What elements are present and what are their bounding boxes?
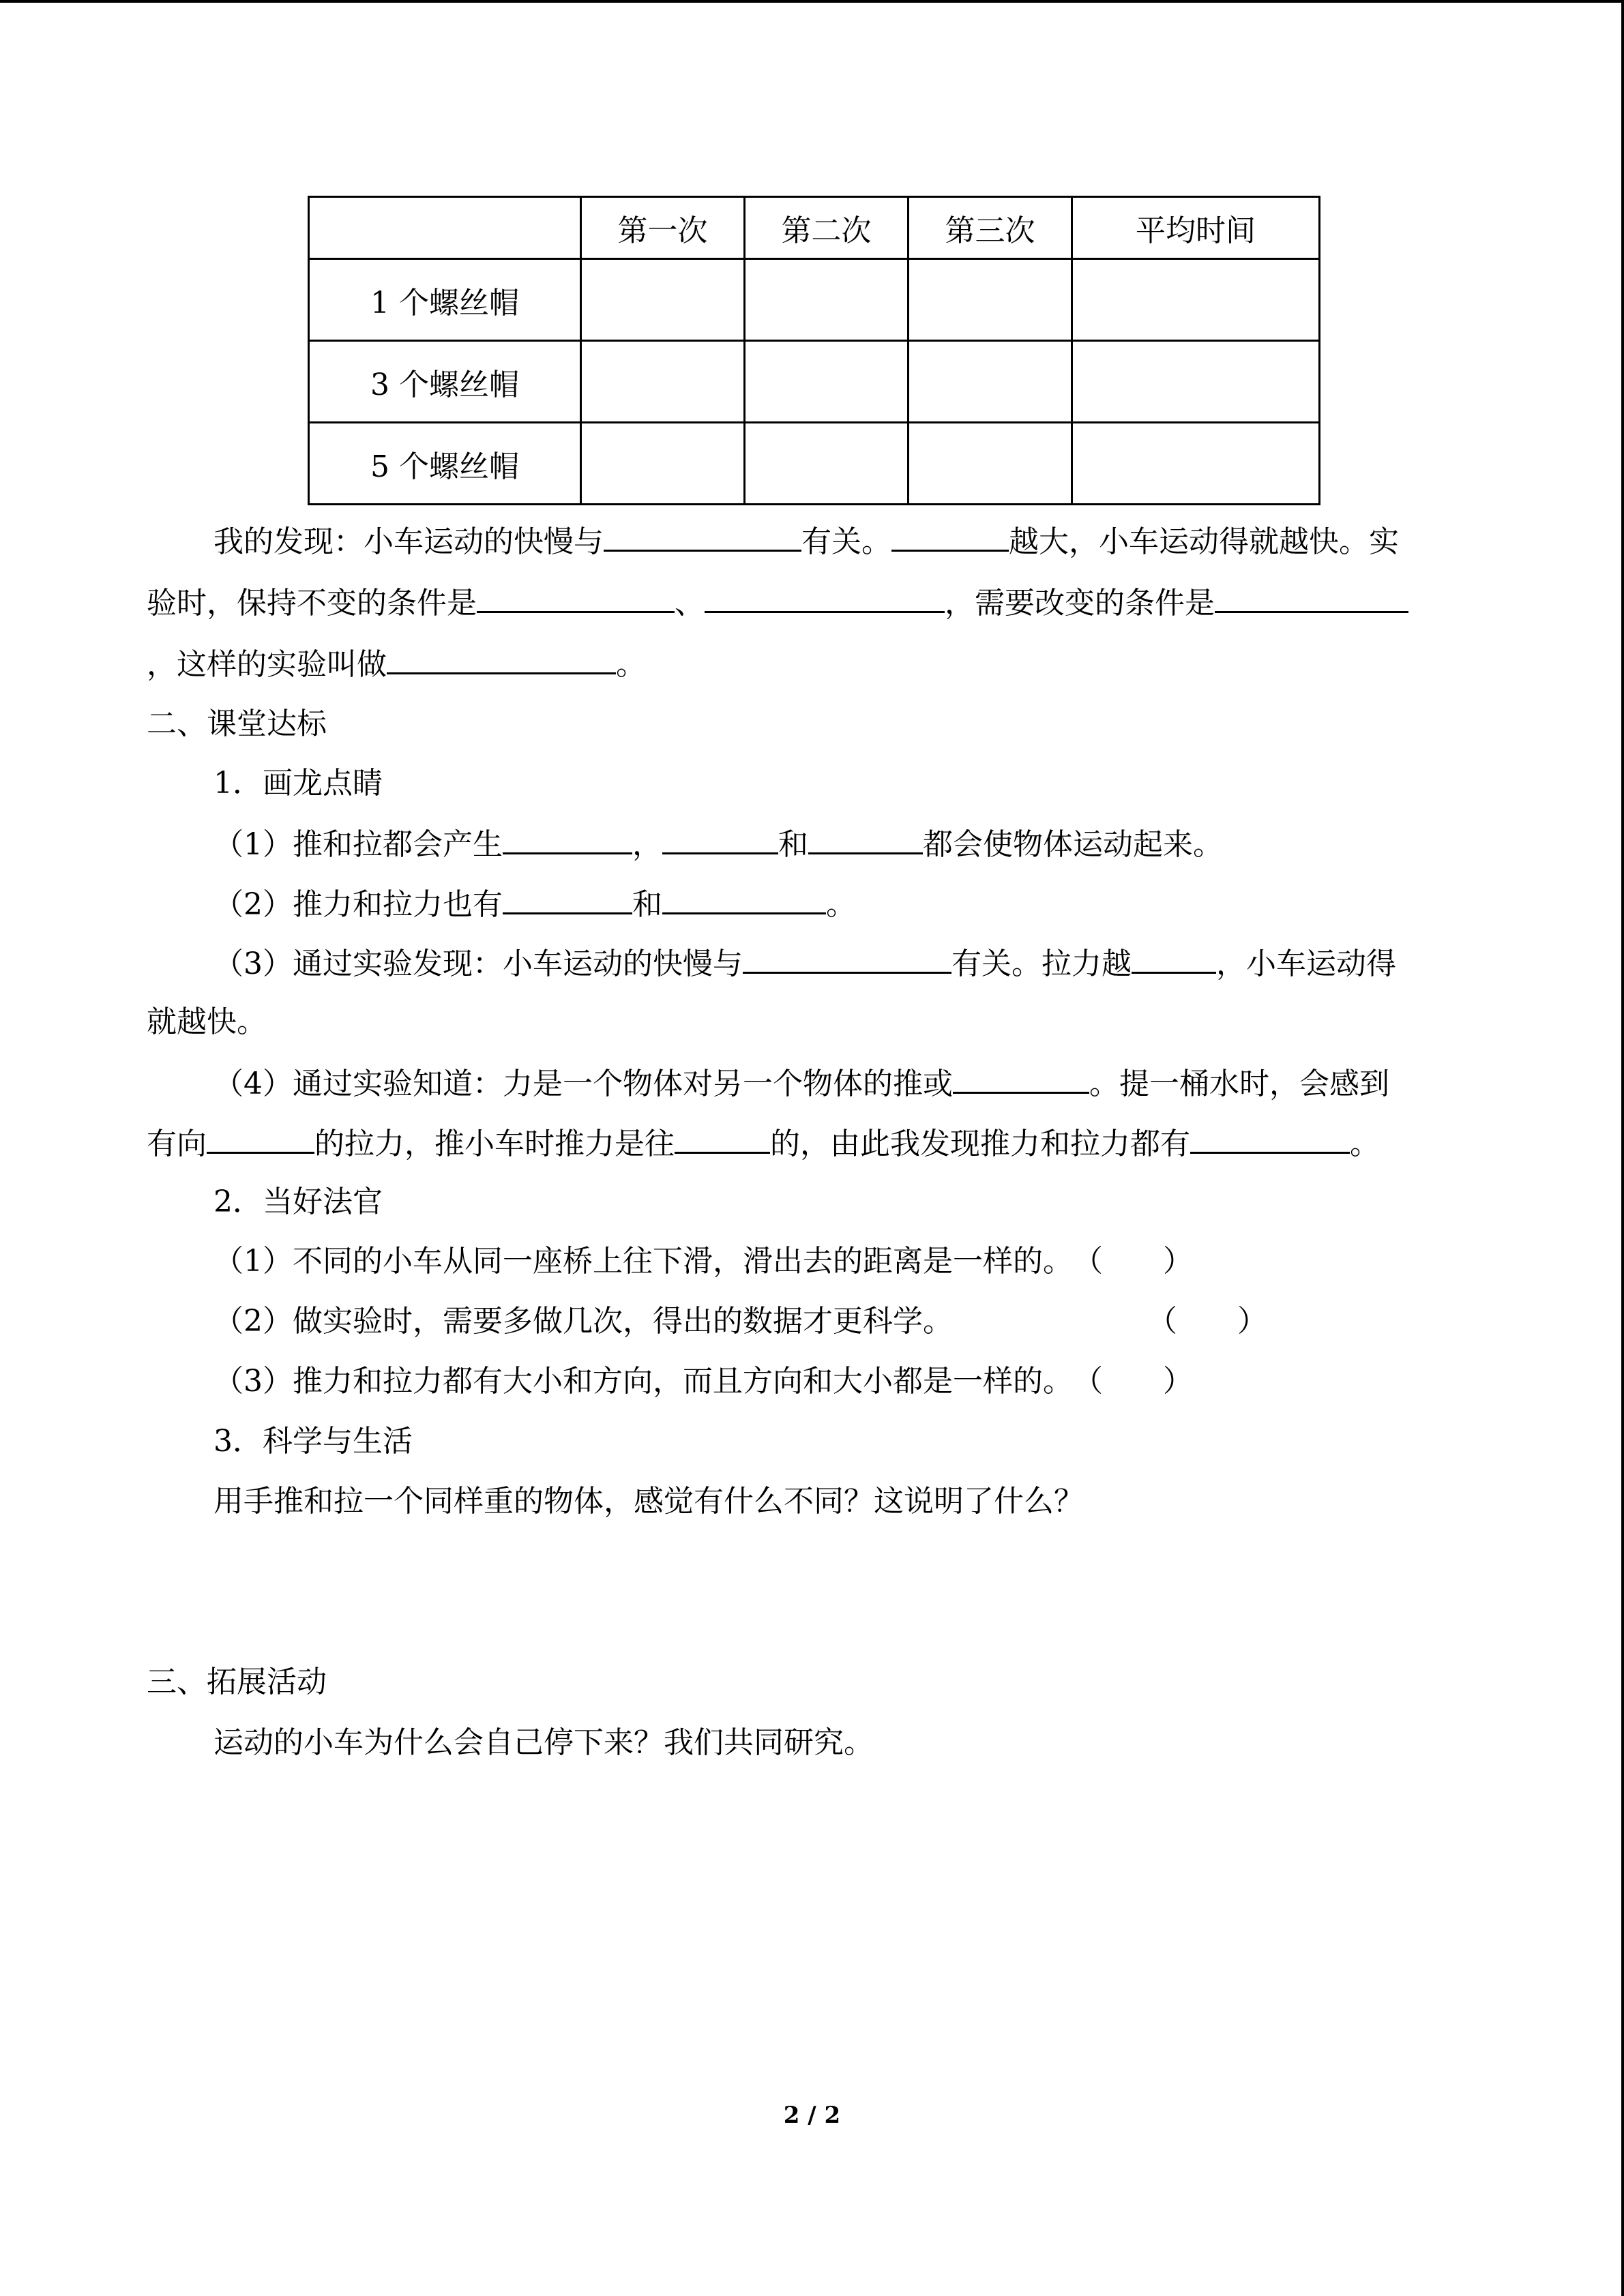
answer-blank[interactable] bbox=[1215, 581, 1408, 613]
question-text: ， bbox=[632, 827, 662, 862]
answer-blank[interactable] bbox=[503, 882, 632, 914]
question-text: ，小车运动得 bbox=[1216, 946, 1396, 981]
table-cell[interactable] bbox=[581, 259, 745, 341]
answer-blank[interactable] bbox=[662, 882, 826, 914]
table-header-cell: 第二次 bbox=[745, 197, 909, 259]
discovery-text: 、 bbox=[675, 586, 705, 621]
question-text: （2）推力和拉力也有 bbox=[213, 887, 503, 922]
table-header-cell: 第一次 bbox=[581, 197, 745, 259]
question-3-cont: 就越快。 bbox=[147, 1004, 267, 1039]
answer-blank[interactable] bbox=[953, 1062, 1089, 1094]
discovery-line-2 bbox=[147, 581, 1408, 624]
answer-blank[interactable] bbox=[207, 1122, 314, 1154]
table-cell[interactable] bbox=[909, 259, 1072, 341]
question-text: 。提一桶水时，会感到 bbox=[1089, 1067, 1389, 1101]
page-number: 2 / 2 bbox=[783, 2102, 841, 2129]
extension-text: 运动的小车为什么会自己停下来？我们共同研究。 bbox=[213, 1725, 874, 1760]
answer-blank[interactable] bbox=[387, 642, 616, 674]
question-4 bbox=[213, 1062, 1389, 1105]
question-text: 和 bbox=[778, 827, 808, 862]
discovery-line-3 bbox=[147, 642, 646, 685]
row-label: 1 个螺丝帽 bbox=[309, 259, 581, 341]
answer-parentheses[interactable]: （ ） bbox=[1073, 1364, 1193, 1399]
answer-blank[interactable] bbox=[503, 822, 632, 854]
answer-blank[interactable] bbox=[808, 822, 923, 854]
page-top-border bbox=[0, 0, 1624, 3]
question-4-cont bbox=[147, 1122, 1380, 1165]
table-cell[interactable] bbox=[581, 423, 745, 505]
discovery-line-1 bbox=[213, 520, 1399, 563]
table-cell[interactable] bbox=[1072, 423, 1320, 505]
judge-2 bbox=[213, 1301, 953, 1342]
subsection-title: 1．画龙点睛 bbox=[213, 766, 383, 801]
table-cell[interactable] bbox=[745, 423, 909, 505]
answer-blank[interactable] bbox=[604, 520, 801, 552]
subsection-title: 3．科学与生活 bbox=[213, 1424, 413, 1459]
life-question: 用手推和拉一个同样重的物体，感觉有什么不同？这说明了什么？ bbox=[213, 1484, 1084, 1519]
row-label: 3 个螺丝帽 bbox=[309, 341, 581, 423]
discovery-text: 我的发现：小车运动的快慢与 bbox=[213, 524, 604, 559]
answer-blank[interactable] bbox=[675, 1122, 770, 1154]
table-header-cell bbox=[309, 197, 581, 259]
discovery-text: 验时，保持不变的条件是 bbox=[147, 586, 477, 621]
judge-text: （3）推力和拉力都有大小和方向，而且方向和大小都是一样的。 bbox=[213, 1364, 1073, 1399]
row-label: 5 个螺丝帽 bbox=[309, 423, 581, 505]
answer-parentheses[interactable]: （ ） bbox=[1073, 1244, 1193, 1279]
answer-blank[interactable] bbox=[705, 581, 945, 613]
table-cell[interactable] bbox=[745, 259, 909, 341]
answer-blank[interactable] bbox=[891, 520, 1009, 552]
answer-blank[interactable] bbox=[743, 942, 951, 974]
table-cell[interactable] bbox=[1072, 259, 1320, 341]
section-title: 三、拓展活动 bbox=[147, 1665, 327, 1699]
question-1 bbox=[213, 822, 1223, 865]
question-text: （4）通过实验知道：力是一个物体对另一个物体的推或 bbox=[213, 1067, 953, 1101]
discovery-text: ，这样的实验叫做 bbox=[147, 647, 387, 682]
question-text: （1）推和拉都会产生 bbox=[213, 827, 503, 862]
page-right-border bbox=[1621, 0, 1624, 2296]
experiment-table bbox=[308, 196, 1320, 505]
discovery-text: 。 bbox=[616, 647, 646, 682]
judge-3 bbox=[213, 1361, 1193, 1402]
section-title: 二、课堂达标 bbox=[147, 706, 327, 741]
question-text: 和 bbox=[632, 887, 662, 922]
answer-blank[interactable] bbox=[662, 822, 778, 854]
table-cell[interactable] bbox=[581, 341, 745, 423]
question-text: 有关。拉力越 bbox=[951, 946, 1132, 981]
table-cell[interactable] bbox=[1072, 341, 1320, 423]
question-text: 。 bbox=[1350, 1127, 1380, 1161]
answer-blank[interactable] bbox=[1132, 942, 1216, 974]
table-cell[interactable] bbox=[909, 341, 1072, 423]
table-row bbox=[309, 259, 1320, 341]
judge-text: （1）不同的小车从同一座桥上往下滑，滑出去的距离是一样的。 bbox=[213, 1244, 1073, 1279]
judge-1 bbox=[213, 1241, 1193, 1282]
discovery-text: 越大，小车运动得就越快。实 bbox=[1009, 524, 1399, 559]
table-cell[interactable] bbox=[745, 341, 909, 423]
question-text: 的拉力，推小车时推力是往 bbox=[314, 1127, 675, 1161]
discovery-text: 有关。 bbox=[801, 524, 891, 559]
answer-parentheses[interactable]: （ ） bbox=[1147, 1304, 1267, 1339]
question-text: 的，由此我发现推力和拉力都有 bbox=[770, 1127, 1190, 1161]
discovery-text: ，需要改变的条件是 bbox=[945, 586, 1215, 621]
question-text: 都会使物体运动起来。 bbox=[923, 827, 1223, 862]
table-row bbox=[309, 423, 1320, 505]
table-row bbox=[309, 341, 1320, 423]
question-text: 有向 bbox=[147, 1127, 207, 1161]
answer-blank[interactable] bbox=[477, 581, 675, 613]
answer-blank[interactable] bbox=[1190, 1122, 1350, 1154]
judge-text: （2）做实验时，需要多做几次，得出的数据才更科学。 bbox=[213, 1304, 953, 1339]
subsection-title: 2．当好法官 bbox=[213, 1184, 383, 1219]
question-text: （3）通过实验发现：小车运动的快慢与 bbox=[213, 946, 743, 981]
table-header-cell: 平均时间 bbox=[1072, 197, 1320, 259]
table-cell[interactable] bbox=[909, 423, 1072, 505]
table-header-cell: 第三次 bbox=[909, 197, 1072, 259]
question-text: 。 bbox=[826, 887, 856, 922]
question-3 bbox=[213, 942, 1396, 985]
table-header-row bbox=[309, 197, 1320, 259]
question-2 bbox=[213, 882, 856, 925]
